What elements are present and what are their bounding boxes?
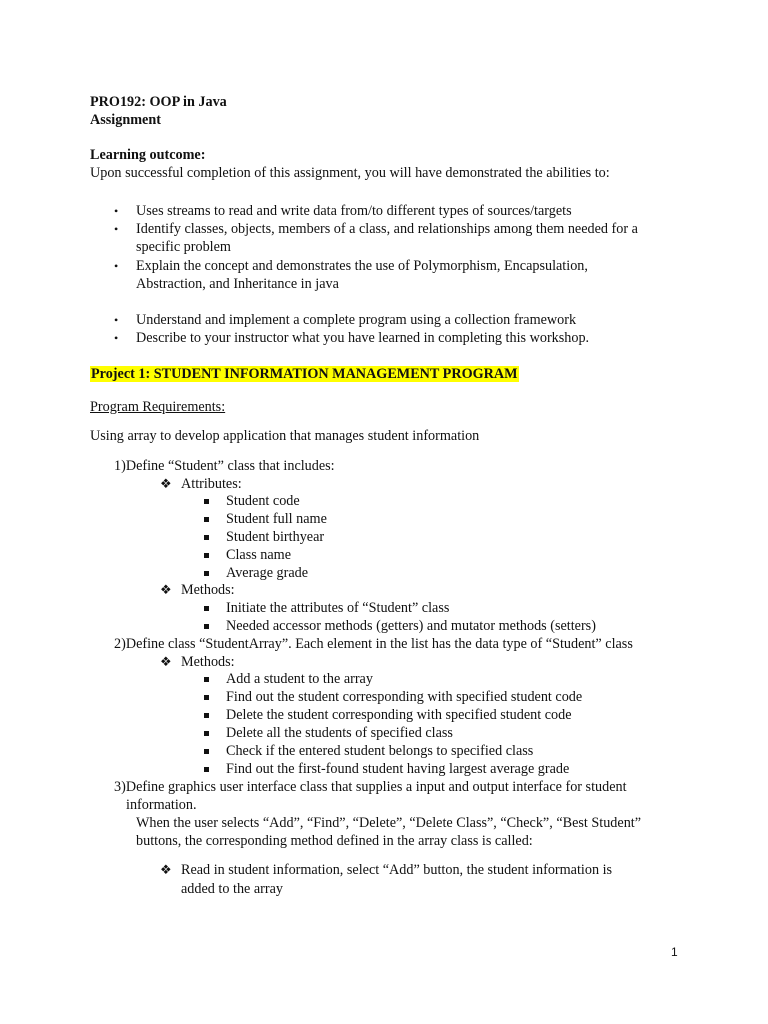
diamond-bullet-icon: ❖ [160, 862, 172, 877]
list-item: Delete all the students of specified class [226, 725, 453, 741]
square-bullet-icon [204, 624, 209, 629]
project-title-text: Project 1: STUDENT INFORMATION MANAGEMENT PROGRAM [91, 366, 518, 382]
methods-heading: Methods: [181, 654, 235, 670]
section-3-title-cont: information. [126, 797, 197, 813]
course-title: PRO192: OOP in Java [90, 94, 227, 110]
list-item: Student full name [226, 511, 327, 527]
list-item: Check if the entered student belongs to specified class [226, 743, 534, 759]
list-item: Explain the concept and demonstrates the use of Polymorphism, Encapsulation, [136, 258, 588, 274]
diamond-bullet-icon: ❖ [160, 476, 172, 491]
diamond-bullet-icon: ❖ [160, 582, 172, 597]
list-item: Needed accessor methods (getters) and mutator methods (setters) [226, 618, 596, 634]
learning-intro: Upon successful completion of this assignment, you will have demonstrated the abilities to: [90, 165, 610, 181]
bullet-dot: • [114, 313, 119, 327]
project-intro: Using array to develop application that manages student information [90, 428, 480, 444]
square-bullet-icon [204, 713, 209, 718]
bullet-dot: • [114, 204, 119, 218]
list-item: Average grade [226, 565, 309, 581]
list-item: Find out the student corresponding with specified student code [226, 689, 583, 705]
section-2-title: 2)Define class “StudentArray”. Each element in the list has the data type of “Student” class [114, 636, 633, 652]
list-item: Student birthyear [226, 529, 325, 545]
section-1-title: 1)Define “Student” class that includes: [114, 458, 335, 474]
bullet-dot: • [114, 331, 119, 345]
requirements-heading: Program Requirements: [90, 399, 226, 415]
list-item: Identify classes, objects, members of a class, and relationships among them needed for a [136, 221, 638, 237]
list-item: Delete the student corresponding with specified student code [226, 707, 572, 723]
square-bullet-icon [204, 535, 209, 540]
square-bullet-icon [204, 677, 209, 682]
list-item: Describe to your instructor what you have learned in completing this workshop. [136, 330, 590, 346]
section-3-title: 3)Define graphics user interface class that supplies a input and output interface for student [114, 779, 627, 795]
list-item: Initiate the attributes of “Student” class [226, 600, 450, 616]
list-item: Read in student information, select “Add” button, the student information is [181, 862, 613, 878]
list-item: Student code [226, 493, 300, 509]
square-bullet-icon [204, 749, 209, 754]
diamond-bullet-icon: ❖ [160, 654, 172, 669]
list-item: Understand and implement a complete program using a collection framework [136, 312, 577, 328]
learning-outcome-heading: Learning outcome: [90, 147, 206, 163]
section-3-paragraph-cont: buttons, the corresponding method defined in the array class is called: [136, 833, 533, 849]
square-bullet-icon [204, 571, 209, 576]
project-title [90, 365, 519, 383]
square-bullet-icon [204, 553, 209, 558]
square-bullet-icon [204, 767, 209, 772]
square-bullet-icon [204, 499, 209, 504]
page-number: 1 [671, 945, 678, 959]
list-item: Find out the first-found student having largest average grade [226, 761, 570, 777]
section-3-paragraph: When the user selects “Add”, “Find”, “Delete”, “Delete Class”, “Check”, “Best Student” [136, 815, 642, 831]
attributes-heading: Attributes: [181, 476, 242, 492]
list-item: Class name [226, 547, 292, 563]
square-bullet-icon [204, 731, 209, 736]
list-item-cont: specific problem [136, 239, 231, 255]
list-item: Add a student to the array [226, 671, 373, 687]
doc-type: Assignment [90, 112, 161, 128]
list-item: Uses streams to read and write data from/to different types of sources/targets [136, 203, 572, 219]
list-item-cont: Abstraction, and Inheritance in java [136, 276, 339, 292]
square-bullet-icon [204, 517, 209, 522]
methods-heading: Methods: [181, 582, 235, 598]
bullet-dot: • [114, 259, 119, 273]
square-bullet-icon [204, 606, 209, 611]
bullet-dot: • [114, 222, 119, 236]
list-item-cont: added to the array [181, 881, 284, 897]
square-bullet-icon [204, 695, 209, 700]
